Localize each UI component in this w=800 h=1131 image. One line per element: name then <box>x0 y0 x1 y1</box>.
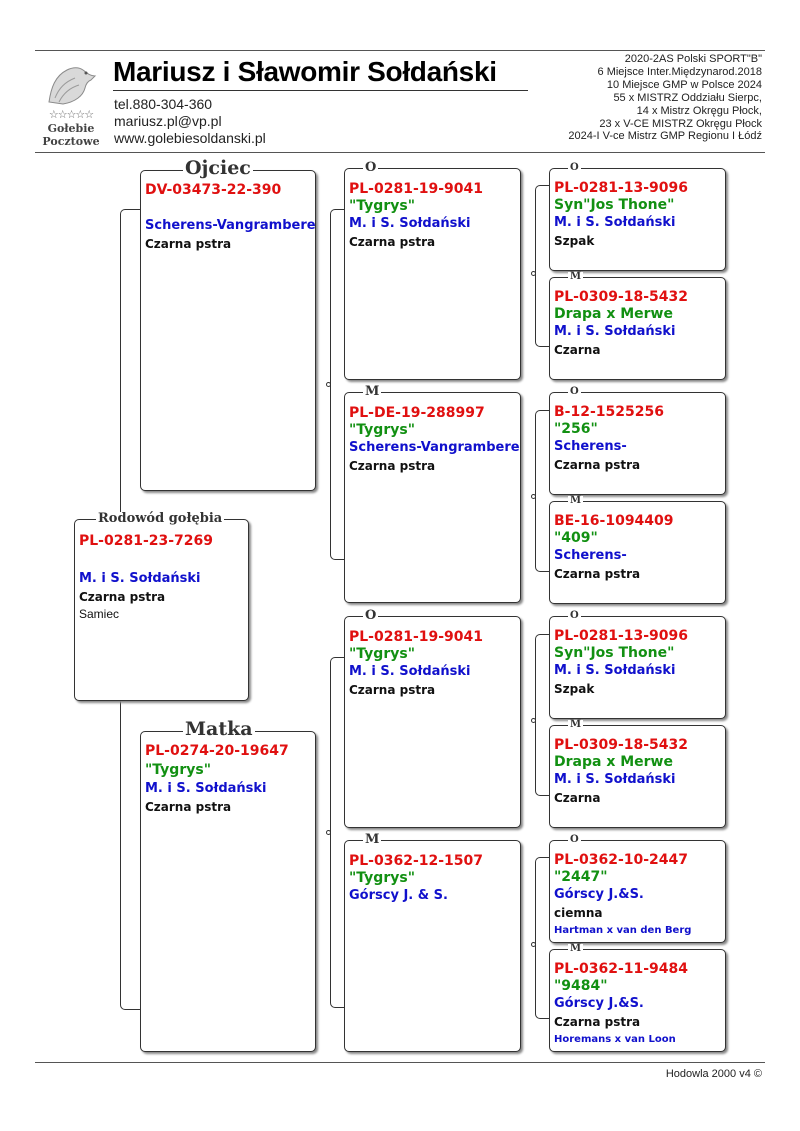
sex-label: M <box>365 832 380 847</box>
color: Czarna pstra <box>349 235 436 249</box>
sex-label: O <box>570 610 579 621</box>
mother-parents-connector <box>330 657 344 1008</box>
phone-text: tel.880-304-360 <box>114 96 213 112</box>
subject-ring-number: PL-0281-23-7269 <box>79 533 214 549</box>
paternal-grandmother-card <box>344 384 521 603</box>
pigeon-name: "2447" <box>554 869 608 885</box>
color: Czarna pstra <box>554 567 641 581</box>
color: Szpak <box>554 234 595 248</box>
owner: Górscy J.&S. <box>554 887 644 902</box>
sex-label: M <box>365 384 380 399</box>
owner: Górscy J. & S. <box>349 888 448 903</box>
subject-color: Czarna pstra <box>79 590 166 604</box>
ring-number: PL-DE-19-288997 <box>349 405 485 421</box>
father-parents-connector <box>330 209 344 560</box>
lineage-note: Horemans x van Loon <box>554 1034 676 1045</box>
color: Czarna pstra <box>554 458 641 472</box>
ring-number: PL-0362-11-9484 <box>554 961 689 977</box>
sex-label: O <box>365 160 377 175</box>
mother-card <box>140 718 316 1052</box>
mother-ring-number: PL-0274-20-19647 <box>145 743 289 759</box>
pigeon-name: Syn"Jos Thone" <box>554 197 675 213</box>
owner: Scherens- <box>554 439 627 454</box>
ring-number: PL-0281-19-9041 <box>349 629 484 645</box>
color: Czarna <box>554 791 601 805</box>
father-label: Ojciec <box>185 157 251 179</box>
footer-rule <box>35 1062 765 1063</box>
owner: M. i S. Sołdański <box>349 664 471 679</box>
father-card <box>140 157 316 491</box>
pigeon-name: "9484" <box>554 978 608 994</box>
great-grandparent-card-ffm <box>549 271 726 380</box>
pigeon-name: "Tygrys" <box>349 870 415 886</box>
website-link[interactable]: www.golebiesoldanski.pl <box>114 130 266 146</box>
sex-label: O <box>365 608 377 623</box>
sex-label: M <box>570 943 582 954</box>
connector-junction <box>326 830 331 835</box>
color: ciemna <box>554 906 603 920</box>
owner: M. i S. Sołdański <box>554 663 676 678</box>
great-grandparent-card-mff <box>549 610 726 719</box>
father-ring-number: DV-03473-22-390 <box>145 182 282 198</box>
header-bottom-rule <box>35 152 765 153</box>
breeder-name: Mariusz i Sławomir Sołdański <box>113 56 497 87</box>
pigeon-name: "409" <box>554 530 598 546</box>
achievements-list <box>568 53 762 143</box>
connector-junction <box>531 718 536 723</box>
father-owner: Scherens-Vangrambere <box>145 218 316 233</box>
mother-name: "Tygrys" <box>145 762 211 778</box>
subject-owner: M. i S. Sołdański <box>79 571 201 586</box>
ff-parents-connector <box>535 185 549 347</box>
ring-number: PL-0309-18-5432 <box>554 737 689 753</box>
breeder-logo <box>35 56 107 148</box>
maternal-grandfather-card <box>344 608 521 828</box>
sex-label: O <box>570 386 579 397</box>
achievement-line: 2020-2AS Polski SPORT"B" <box>624 53 762 65</box>
paternal-grandfather-card <box>344 160 521 380</box>
sex-label: M <box>570 719 582 730</box>
ring-number: PL-0362-12-1507 <box>349 853 484 869</box>
mother-owner: M. i S. Sołdański <box>145 781 267 796</box>
maternal-grandmother-card <box>344 832 521 1052</box>
connector-junction <box>531 494 536 499</box>
connector-junction <box>531 942 536 947</box>
ring-number: PL-0281-19-9041 <box>349 181 484 197</box>
logo-stars: ☆☆☆☆☆ <box>48 108 94 121</box>
owner: M. i S. Sołdański <box>349 216 471 231</box>
ring-number: PL-0362-10-2447 <box>554 852 689 868</box>
pigeon-name: Drapa x Merwe <box>554 306 673 322</box>
owner: Scherens-Vangrambere <box>349 440 520 455</box>
subject-sex: Samiec <box>79 607 120 621</box>
achievement-line: 2024-I V-ce Mistrz GMP Regionu I Łódź <box>568 130 762 143</box>
mf-parents-connector <box>535 634 549 796</box>
pigeon-name: "256" <box>554 421 598 437</box>
color: Czarna pstra <box>349 683 436 697</box>
logo-text-line2: Pocztowe <box>42 135 100 148</box>
connector-junction <box>531 271 536 276</box>
owner: M. i S. Sołdański <box>554 215 676 230</box>
mother-color: Czarna pstra <box>145 800 232 814</box>
fm-parents-connector <box>535 410 549 572</box>
pigeon-name: "Tygrys" <box>349 198 415 214</box>
ring-number: PL-0281-13-9096 <box>554 628 689 644</box>
great-grandparent-card-fff <box>549 162 726 271</box>
ring-number: PL-0281-13-9096 <box>554 180 689 196</box>
color: Szpak <box>554 682 595 696</box>
pigeon-name: Syn"Jos Thone" <box>554 645 675 661</box>
great-grandparent-card-mmm <box>549 943 726 1052</box>
mm-parents-connector <box>535 857 549 1019</box>
color: Czarna pstra <box>554 1015 641 1029</box>
achievement-line: 55 x MISTRZ Oddziału Sierpc, <box>613 91 762 104</box>
color: Czarna pstra <box>349 459 436 473</box>
sex-label: O <box>570 834 579 845</box>
achievement-line: 14 x Mistrz Okręgu Płock, <box>636 104 762 117</box>
sex-label: M <box>570 271 582 282</box>
father-color: Czarna pstra <box>145 237 232 251</box>
header-top-rule <box>35 50 765 51</box>
ring-number: BE-16-1094409 <box>554 513 674 529</box>
footer-credit: Hodowla 2000 v4 © <box>665 1068 762 1080</box>
connector-junction <box>326 382 331 387</box>
pigeon-name: "Tygrys" <box>349 646 415 662</box>
ring-number: PL-0309-18-5432 <box>554 289 689 305</box>
sex-label: O <box>570 162 579 173</box>
achievement-line: 10 Miejsce GMP w Polsce 2024 <box>606 78 762 91</box>
sex-label: M <box>570 495 582 506</box>
achievement-line: 23 x V-CE MISTRZ Okręgu Płock <box>599 117 762 130</box>
owner: Górscy J.&S. <box>554 996 644 1011</box>
owner: M. i S. Sołdański <box>554 324 676 339</box>
great-grandparent-card-fmm <box>549 495 726 604</box>
owner: Scherens- <box>554 548 627 563</box>
title-underline <box>113 90 528 91</box>
email-text: mariusz.pl@vp.pl <box>114 113 222 129</box>
pigeon-name: Drapa x Merwe <box>554 754 673 770</box>
great-grandparent-card-mfm <box>549 719 726 828</box>
subject-label: Rodowód gołębia <box>98 511 223 526</box>
mother-label: Matka <box>185 718 253 740</box>
ring-number: B-12-1525256 <box>554 404 664 420</box>
logo-text-line1: Gołebie <box>47 122 95 135</box>
great-grandparent-card-mmf <box>549 834 726 943</box>
achievement-line: 6 Miejsce Inter.Międzynarod.2018 <box>597 65 762 78</box>
owner: M. i S. Sołdański <box>554 772 676 787</box>
pigeon-icon <box>41 58 101 108</box>
subject-pigeon-card <box>74 511 249 701</box>
pigeon-name: "Tygrys" <box>349 422 415 438</box>
lineage-note: Hartman x van den Berg <box>554 925 692 936</box>
great-grandparent-card-fmf <box>549 386 726 495</box>
color: Czarna <box>554 343 601 357</box>
